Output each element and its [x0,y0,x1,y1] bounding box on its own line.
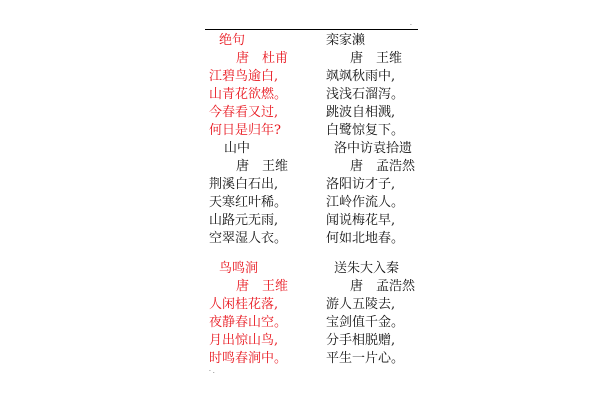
header-rule [205,29,418,30]
poem-line: 跳波自相溅, [326,105,396,120]
poem-line: 夜静春山空。 [209,315,288,330]
poem-line: 人闲桂花落, [209,297,279,312]
poem-line: 空翠湿人衣。 [209,231,288,246]
poem-line: 山路元无雨, [209,213,279,228]
poem-author: 唐 杜甫 [236,51,289,66]
footer-mark: · . [209,368,215,375]
poem-line: 今春看又过, [209,105,279,120]
poem-title: 鸟鸣涧 [219,261,259,276]
poem-line: 浅浅石溜泻。 [326,87,405,102]
poem-line: 何如北地春。 [326,231,405,246]
poem-author: 唐 孟浩然 [350,279,416,294]
poem-title: 洛中访袁拾遗 [334,141,413,156]
poem-line: 江岭作流人。 [326,195,405,210]
poem-line: 飒飒秋雨中, [326,69,396,84]
poem-line: 白鹭惊复下。 [326,123,405,138]
poem-title: 送朱大入秦 [334,261,400,276]
poem-line: 分手相脱赠, [326,333,396,348]
poem-title: 山中 [224,141,251,156]
poem-line: 何日是归年? [209,123,281,138]
poem-author: 唐 王维 [236,279,289,294]
poem-line: 平生一片心。 [326,351,405,366]
poem-line: 洛阳访才子, [326,177,396,192]
poem-line: 时鸣春涧中。 [209,351,288,366]
poem-title: 栾家濑 [326,33,366,48]
poem-author: 唐 王维 [236,159,289,174]
poem-line: 游人五陵去, [326,297,396,312]
poem-line: 天寒红叶稀。 [209,195,288,210]
poem-line: 月出惊山鸟, [209,333,279,348]
poem-line: 荆溪白石出, [209,177,279,192]
poem-line: 宝剑值千金。 [326,315,405,330]
poem-line: 闻说梅花早, [326,213,396,228]
poem-line: 山青花欲燃。 [209,87,288,102]
poem-title: 绝句 [219,33,246,48]
poem-line: 江碧鸟逾白, [209,69,279,84]
poem-author: 唐 王维 [350,51,403,66]
corner-mark: · [410,22,412,29]
poem-author: 唐 孟浩然 [350,159,416,174]
